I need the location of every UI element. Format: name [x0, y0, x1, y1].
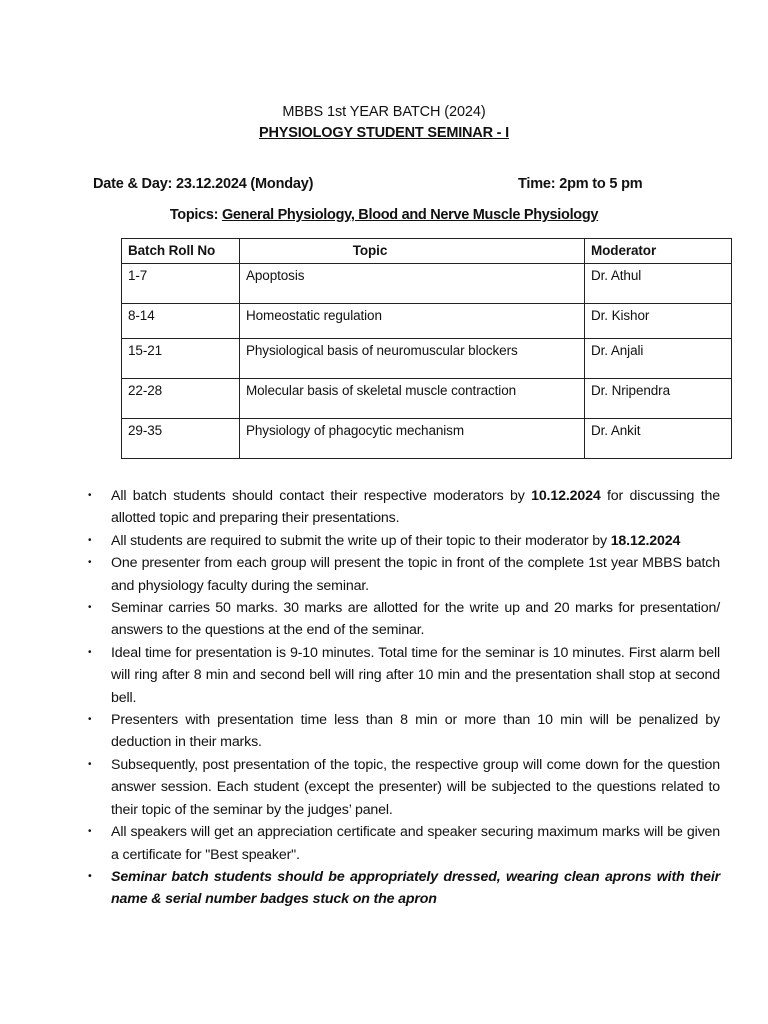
- moderator-cell: Dr. Kishor: [585, 304, 732, 339]
- bullet-icon: •: [88, 557, 92, 569]
- rule-item: • All batch students should contact their respective moderators by 10.12.2024 for discussing the allotted topic and preparing their presentations.: [88, 485, 720, 530]
- table-row: [122, 304, 732, 339]
- bullet-icon: •: [88, 602, 92, 614]
- rule-item: • One presenter from each group will present the topic in front of the complete 1st year MBBS batch and physiology faculty during the seminar.: [88, 552, 720, 597]
- header-moderator: Moderator: [585, 239, 732, 264]
- roll-cell: 1-7: [122, 264, 240, 304]
- moderator-cell: Dr. Nripendra: [585, 379, 732, 419]
- roll-cell: 8-14: [122, 304, 240, 339]
- header-topic: Topic: [240, 239, 585, 264]
- rules-list: [88, 485, 720, 911]
- moderator-cell: Dr. Ankit: [585, 419, 732, 459]
- table-row: [122, 339, 732, 379]
- seminar-title: PHYSIOLOGY STUDENT SEMINAR - I: [259, 125, 509, 141]
- bullet-icon: •: [88, 758, 92, 770]
- table-header-row: [122, 239, 732, 264]
- topic-cell: Apoptosis: [240, 264, 585, 304]
- topics-label: Topics:: [169, 207, 222, 223]
- topics-line: [0, 207, 768, 223]
- deadline-date: 10.12.2024: [531, 488, 601, 504]
- bullet-icon: •: [88, 826, 92, 838]
- bullet-icon: •: [88, 534, 92, 546]
- batch-heading: MBBS 1st YEAR BATCH (2024): [282, 104, 486, 120]
- table-row: [122, 419, 732, 459]
- moderator-cell: Dr. Anjali: [585, 339, 732, 379]
- topic-cell: Physiological basis of neuromuscular blockers: [240, 339, 585, 379]
- roll-cell: 29-35: [122, 419, 240, 459]
- bullet-icon: •: [88, 646, 92, 658]
- rule-item: • Ideal time for presentation is 9-10 minutes. Total time for the seminar is 10 minutes. First alarm bell will ring after 8 min and second bell will ring after 10 min and the presentation shall stop at second bell.: [88, 642, 720, 709]
- rule-item: • Subsequently, post presentation of the topic, the respective group will come down for the question answer session. Each student (except the presenter) will be subjected to the questions related to their topic of the seminar by the judges’ panel.: [88, 754, 720, 821]
- table-row: [122, 264, 732, 304]
- table-row: [122, 379, 732, 419]
- topics-value: General Physiology, Blood and Nerve Muscle Physiology: [221, 207, 599, 223]
- topic-cell: Physiology of phagocytic mechanism: [240, 419, 585, 459]
- roll-cell: 15-21: [122, 339, 240, 379]
- header-batch-roll: Batch Roll No: [122, 239, 240, 264]
- rule-item: • Seminar carries 50 marks. 30 marks are allotted for the write up and 20 marks for presentation/ answers to the questions at the end of the seminar.: [88, 597, 720, 642]
- rule-item-dress-code: • Seminar batch students should be appropriately dressed, wearing clean aprons with their name & serial number badges stuck on the apron: [88, 866, 720, 911]
- bullet-icon: •: [88, 870, 92, 882]
- bullet-icon: •: [88, 490, 92, 501]
- topic-cell: Homeostatic regulation: [240, 304, 585, 339]
- time: Time: 2pm to 5 pm: [518, 176, 643, 192]
- roll-cell: 22-28: [122, 379, 240, 419]
- bullet-icon: •: [88, 714, 92, 726]
- topic-cell: Molecular basis of skeletal muscle contraction: [240, 379, 585, 419]
- rule-item: • All speakers will get an appreciation certificate and speaker securing maximum marks will be given a certificate for "Best speaker".: [88, 821, 720, 866]
- rule-item: • Presenters with presentation time less than 8 min or more than 10 min will be penalized by deduction in their marks.: [88, 709, 720, 754]
- date-day: Date & Day: 23.12.2024 (Monday): [93, 176, 314, 192]
- rule-item: • All students are required to submit the write up of their topic to their moderator by 18.12.2024: [88, 530, 720, 552]
- moderator-cell: Dr. Athul: [585, 264, 732, 304]
- deadline-date: 18.12.2024: [610, 532, 681, 549]
- schedule-table: [121, 238, 732, 459]
